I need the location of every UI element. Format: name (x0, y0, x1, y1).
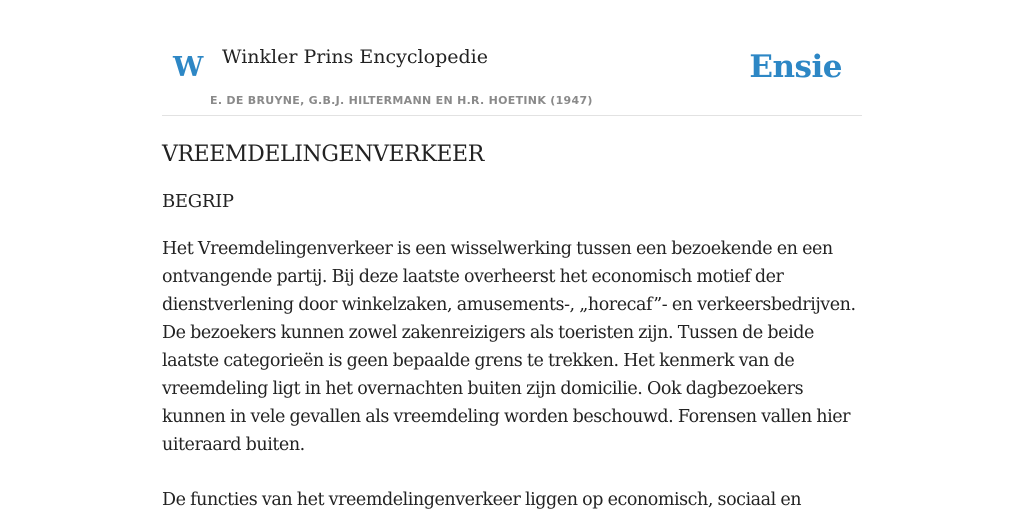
ensie-brand-logo[interactable]: Ensie (749, 49, 842, 85)
paragraph-line: kunnen in vele gevallen als vreemdeling worden beschouwd. Forensen vallen hier (162, 407, 851, 427)
article-title: VREEMDELINGENVERKEER (162, 142, 484, 167)
paragraph-line: Het Vreemdelingenverkeer is een wisselwerking tussen een bezoekende en een (162, 239, 833, 259)
paragraph-line: De bezoekers kunnen zowel zakenreizigers als toeristen zijn. Tussen de beide (162, 323, 814, 343)
paragraph-line: dienstverlening door winkelzaken, amusements-, „horecaf”- en verkeersbedrijven. (162, 295, 856, 315)
site-header (162, 40, 862, 116)
article-content (162, 138, 862, 512)
authors-byline: E. DE BRUYNE, G.B.J. HILTERMANN EN H.R. HOETINK (1947) (210, 94, 593, 107)
paragraph-line: De functies van het vreemdelingenverkeer liggen op economisch, sociaal en (162, 490, 802, 510)
paragraph-line: vreemdeling ligt in het overnachten buiten zijn domicilie. Ook dagbezoekers (162, 379, 804, 399)
section-heading: BEGRIP (162, 191, 234, 212)
paragraph-line: ontvangende partij. Bij deze laatste overheerst het economisch motief der (162, 267, 784, 287)
paragraph-2 (162, 486, 862, 512)
winkler-prins-logo-icon[interactable]: W (173, 52, 204, 83)
paragraph-1 (162, 235, 862, 459)
paragraph-line: uiteraard buiten. (162, 435, 305, 455)
paragraph-line: laatste categorieën is geen bepaalde grens te trekken. Het kenmerk van de (162, 351, 795, 371)
encyclopedia-title-link[interactable]: Winkler Prins Encyclopedie (222, 46, 488, 68)
